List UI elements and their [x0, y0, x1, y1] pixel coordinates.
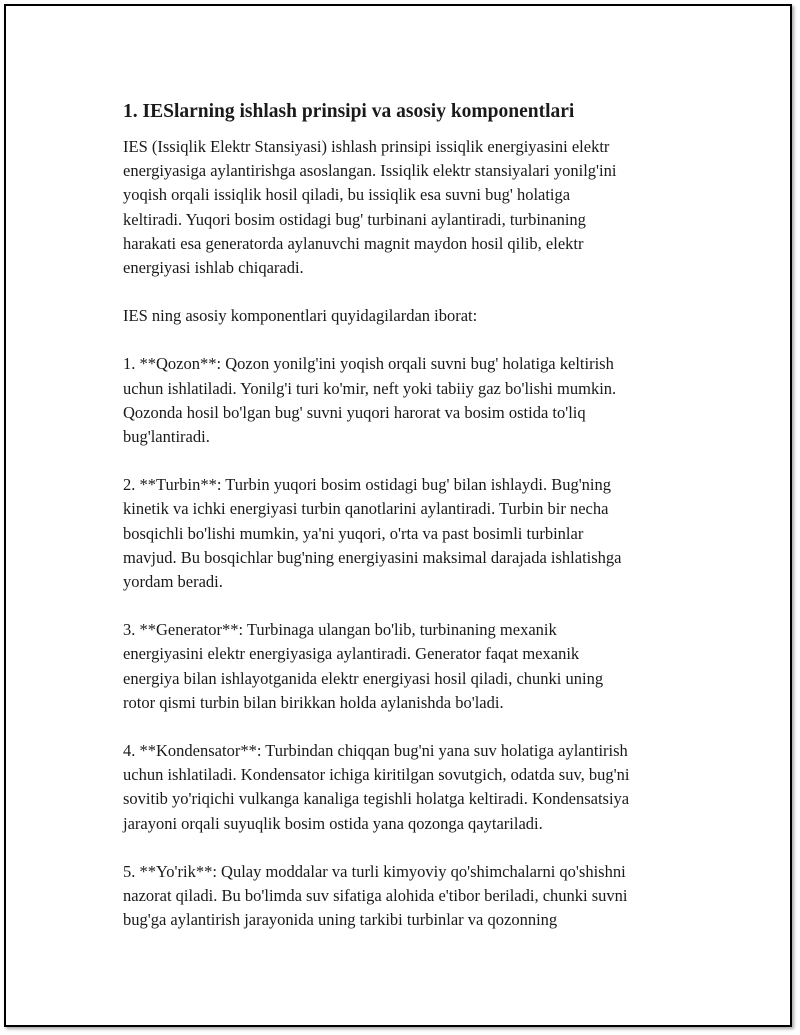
text-line: jarayoni orqali suyuqlik bosim ostida yana qozonga qaytariladi.	[123, 813, 543, 833]
component-kondensator-paragraph	[123, 739, 708, 836]
text-line: uchun ishlatiladi. Kondensator ichiga kiritilgan sovutgich, odatda suv, bug'ni	[123, 765, 630, 785]
text-line: Qozonda hosil bo'lgan bug' suvni yuqori harorat va bosim ostida to'liq	[123, 402, 586, 422]
text-line: nazorat qiladi. Bu bo'limda suv sifatiga alohida e'tibor beriladi, chunki suvni	[123, 886, 628, 906]
text-line: 1. **Qozon**: Qozon yonilg'ini yoqish orqali suvni bug' holatiga keltirish	[123, 354, 614, 374]
component-qozon-paragraph	[123, 352, 708, 449]
text-line: 5. **Yo'rik**: Qulay moddalar va turli kimyoviy qo'shimchalarni qo'shishni	[123, 861, 626, 881]
text-line: IES ning asosiy komponentlari quyidagilardan iborat:	[123, 306, 478, 326]
text-line: energiyasini elektr energiyasiga aylantiradi. Generator faqat mexanik	[123, 644, 580, 664]
text-line: IES (Issiqlik Elektr Stansiyasi) ishlash prinsipi issiqlik energiyasini elektr	[123, 137, 610, 156]
text-line: yordam beradi.	[123, 572, 223, 592]
component-generator-paragraph	[123, 618, 708, 715]
text-line: energiyasiga aylantirishga asoslangan. Issiqlik elektr stansiyalari yonilg'ini	[123, 161, 617, 181]
text-line: bug'ga aylantirish jarayonida uning tarkibi turbinlar va qozonning	[123, 910, 558, 930]
text-line: energiya bilan ishlayotganida elektr energiyasi hosil qiladi, chunki uning	[123, 668, 604, 688]
components-intro-paragraph	[123, 304, 708, 328]
text-line: keltiradi. Yuqori bosim ostidagi bug' turbinani aylantiradi, turbinaning	[123, 209, 586, 229]
text-line: 4. **Kondensator**: Turbindan chiqqan bug'ni yana suv holatiga aylantirish	[123, 741, 628, 761]
section-heading: 1. IESlarning ishlash prinsipi va asosiy komponentlari	[123, 101, 575, 122]
text-line: kinetik va ichki energiyasi turbin qanotlarini aylantiradi. Turbin bir necha	[123, 499, 609, 519]
text-line: bug'lantiradi.	[123, 427, 210, 447]
document-page	[4, 4, 792, 1027]
text-line: mavjud. Bu bosqichlar bug'ning energiyasini maksimal darajada ishlatishga	[123, 547, 622, 567]
text-line: energiyasi ishlab chiqaradi.	[123, 258, 304, 278]
document-content	[123, 99, 708, 956]
text-line: rotor qismi turbin bilan birikkan holda aylanishda bo'ladi.	[123, 692, 504, 712]
text-line: yoqish orqali issiqlik hosil qiladi, bu issiqlik esa suvni bug' holatiga	[123, 185, 571, 205]
intro-paragraph	[123, 135, 708, 280]
text-line: 2. **Turbin**: Turbin yuqori bosim ostidagi bug' bilan ishlaydi. Bug'ning	[123, 475, 612, 495]
text-line: harakati esa generatorda aylanuvchi magnit maydon hosil qilib, elektr	[123, 233, 584, 253]
component-turbin-paragraph	[123, 473, 708, 594]
text-line: uchun ishlatiladi. Yonilg'i turi ko'mir, neft yoki tabiiy gaz bo'lishi mumkin.	[123, 378, 617, 398]
text-line: 3. **Generator**: Turbinaga ulangan bo'lib, turbinaning mexanik	[123, 620, 557, 640]
text-line: bosqichli bo'lishi mumkin, ya'ni yuqori, o'rta va past bosimli turbinlar	[123, 523, 584, 543]
text-line: sovitib yo'riqichi vulkanga kanaliga tegishli holatga keltiradi. Kondensatsiya	[123, 789, 630, 809]
component-yorik-paragraph	[123, 860, 708, 933]
